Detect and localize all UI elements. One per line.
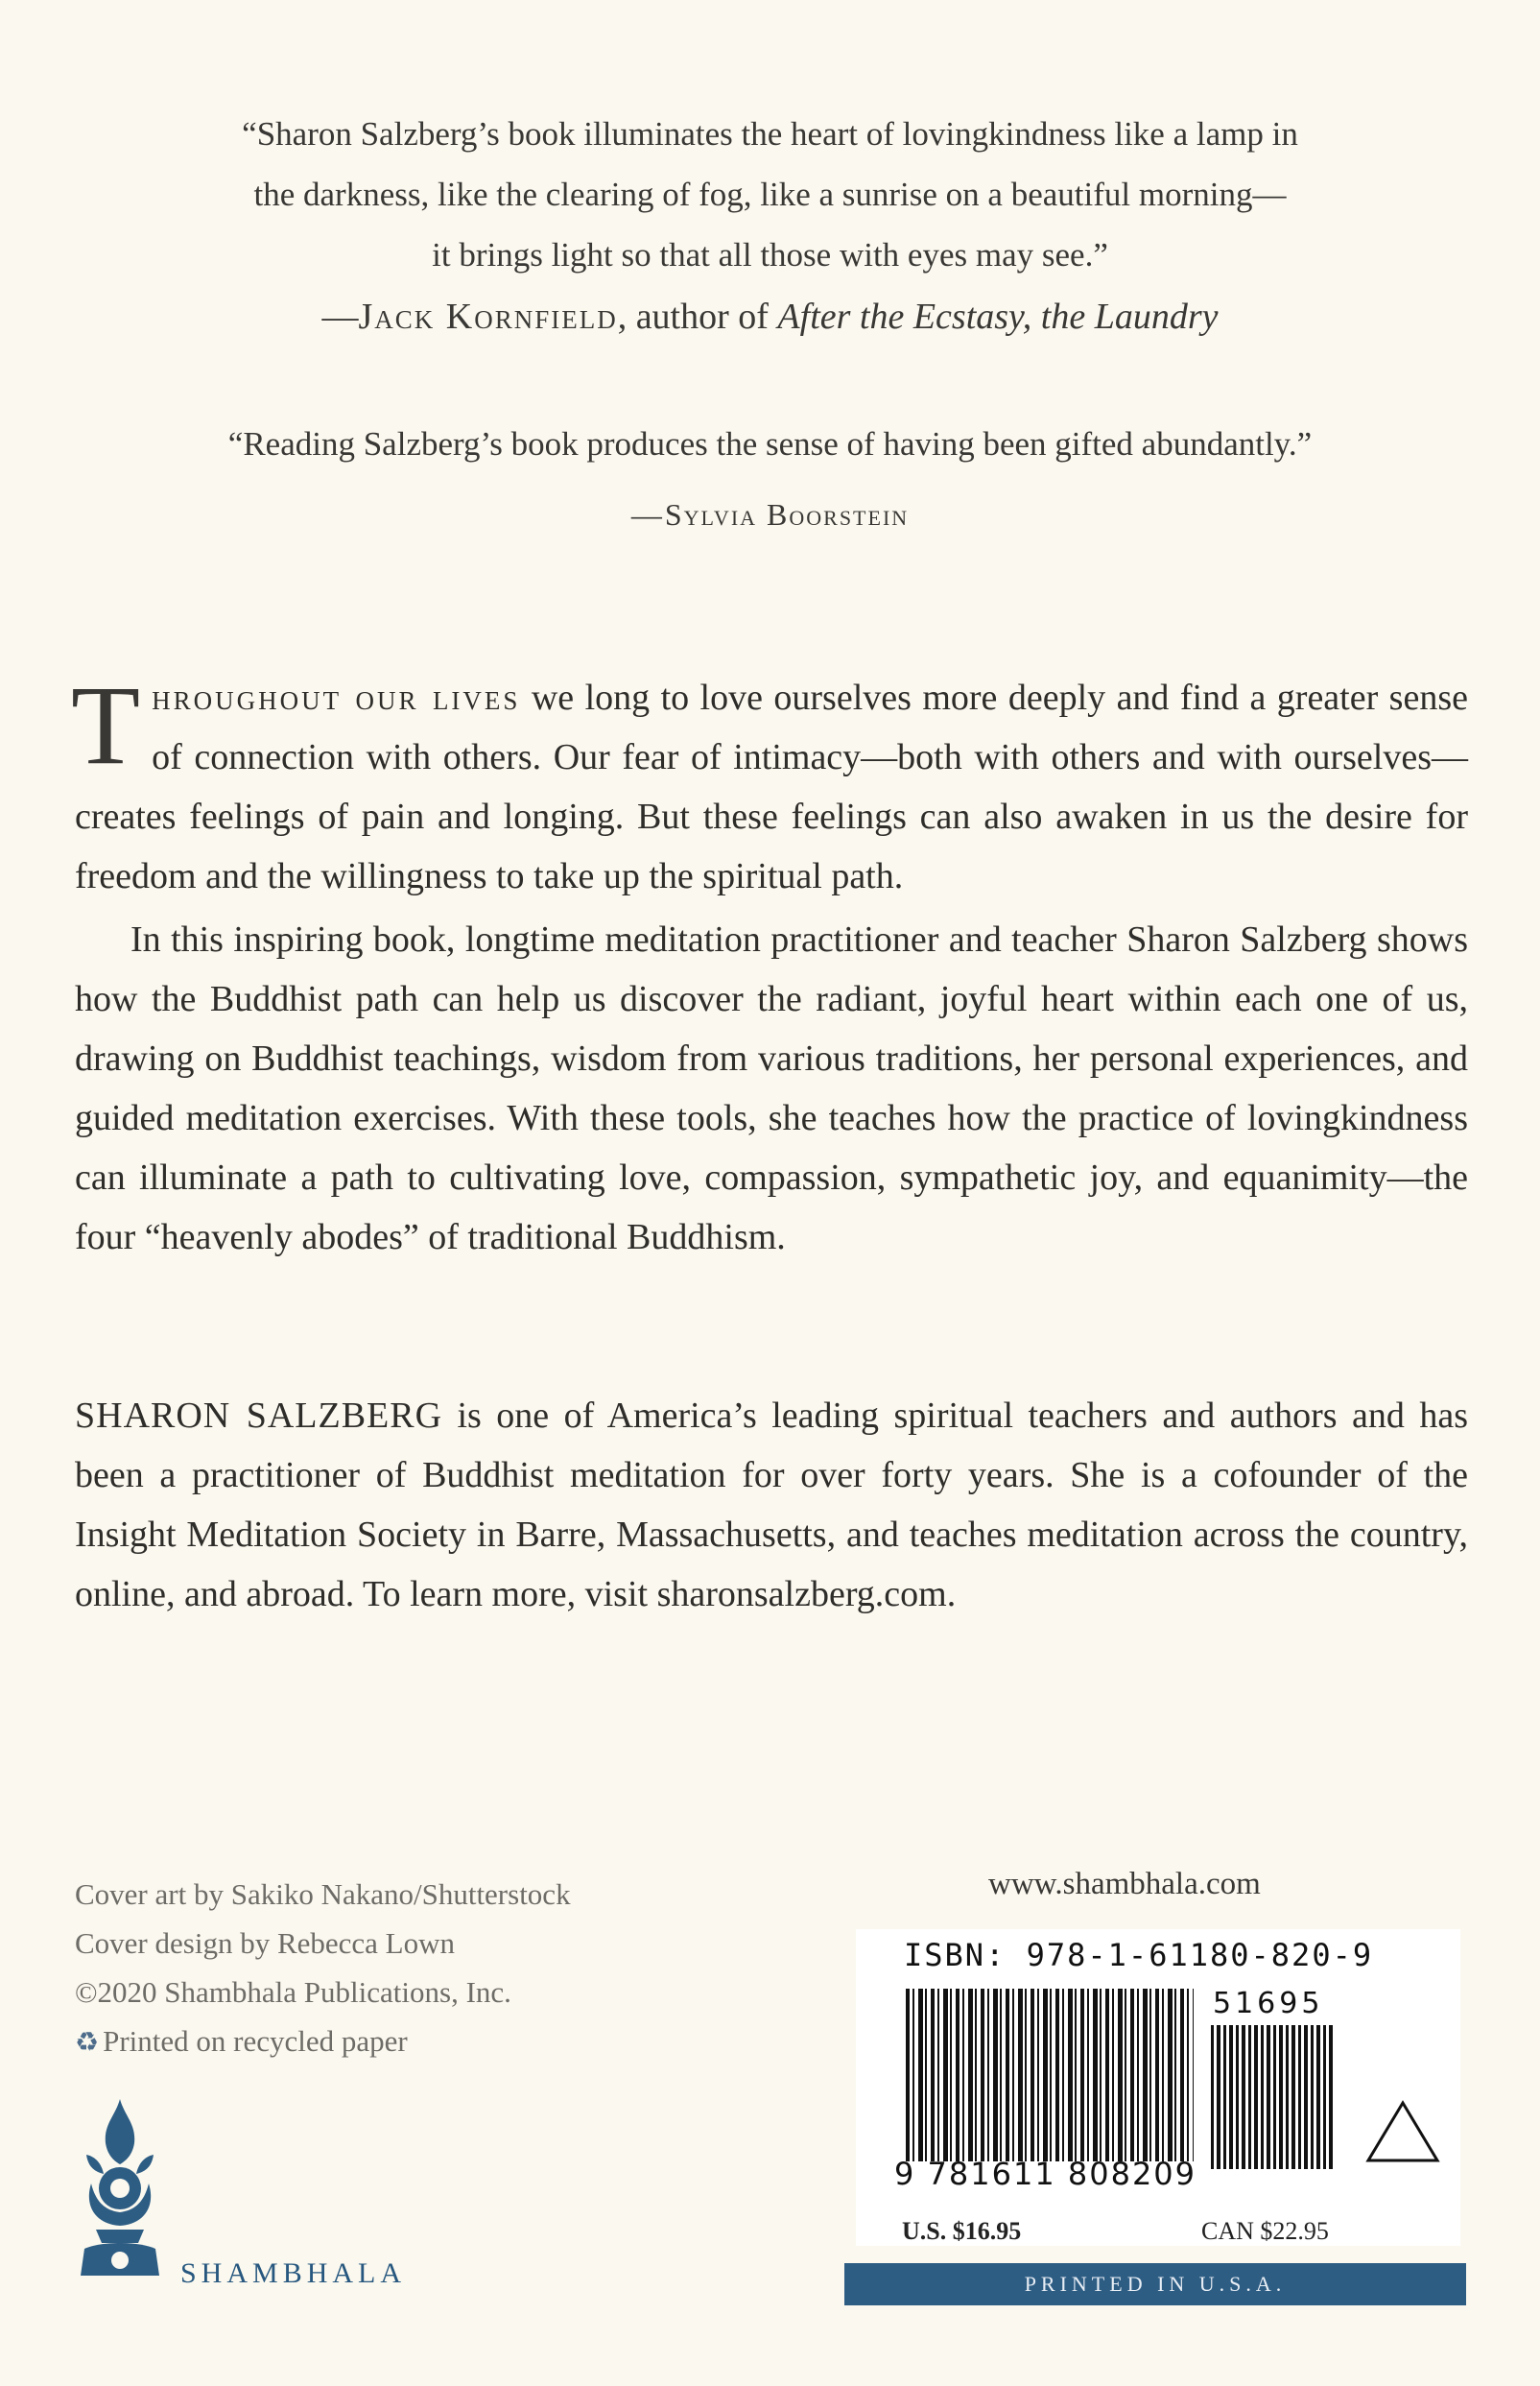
triangle-icon bbox=[1364, 2097, 1441, 2164]
publisher-website: www.shambhala.com bbox=[988, 1867, 1261, 1901]
author-name: SHARON SALZBERG bbox=[75, 1396, 443, 1436]
isbn-label: ISBN: 978-1-61180-820-9 bbox=[904, 1937, 1374, 1973]
blurb-line: the darkness, like the clearing of fog, like a sunrise on a beautiful morning— bbox=[253, 176, 1287, 213]
copyright-notice: ©2020 Shambhala Publications, Inc. bbox=[75, 1975, 511, 2009]
credits-block bbox=[75, 1870, 571, 2067]
attribution-book-title: After the Ecstasy, the Laundry bbox=[777, 297, 1219, 337]
price-us: U.S. $16.95 bbox=[902, 2217, 1022, 2245]
barcode-digits: 9 781611 808209 bbox=[894, 2156, 1197, 2192]
barcode-addon-number: 51695 bbox=[1213, 1987, 1324, 2020]
shambhala-logo-icon bbox=[67, 2097, 173, 2279]
barcode-addon-icon bbox=[1211, 2025, 1336, 2169]
author-bio: SHARON SALZBERG is one of America’s leading spiritual teachers and authors and has been a practitioner of Buddhist meditation for over forty years. She is a cofounder of the Insight Meditation Society in Barre, Massachusetts, and teaches meditation across the country, online, and abroad. To learn more, visit sharonsalzberg.com. bbox=[75, 1396, 1468, 1614]
recycled-notice: ♻ Printed on recycled paper bbox=[75, 2024, 408, 2058]
description-paragraph-1: Throughout our lives we long to love ourselves more deeply and find a greater sense of connection with others. Our fear of intimacy—both with others and with ourselves—creates feelings of pain and longing. But these feelings can also awaken in us the desire for freedom and the willingness to take up the spiritual path. bbox=[71, 662, 1468, 896]
blurb-line: it brings light so that all those with eyes may see.” bbox=[432, 236, 1108, 274]
lead-in: hroughout our lives bbox=[152, 678, 521, 718]
attribution-name: Jack Kornfield bbox=[358, 297, 618, 337]
blurb-attribution-boorstein: —Sylvia Boorstein bbox=[630, 497, 910, 532]
drop-cap: T bbox=[71, 662, 141, 788]
barcode-icon bbox=[906, 1989, 1194, 2161]
attribution-name: Sylvia Boorstein bbox=[664, 497, 910, 532]
cover-design-credit: Cover design by Rebecca Lown bbox=[75, 1926, 455, 1960]
cover-art-credit: Cover art by Sakiko Nakano/Shutterstock bbox=[75, 1877, 571, 1911]
printed-in-banner: PRINTED IN U.S.A. bbox=[844, 2263, 1466, 2305]
publisher-name: SHAMBHALA bbox=[180, 2257, 407, 2289]
barcode-panel bbox=[856, 1929, 1460, 2246]
blurb-quote-kornfield bbox=[0, 104, 1540, 285]
recycle-icon: ♻ bbox=[75, 2028, 100, 2058]
description-paragraph-2: In this inspiring book, longtime meditation practitioner and teacher Sharon Salzberg shows how the Buddhist path can help us discover the radiant, joyful heart within each one of us, drawing on Buddhist teachings, wisdom from various traditions, her personal experiences, and guided meditation exercises. With these tools, she teaches how the practice of lovingkindness can illuminate a path to cultivating love, compassion, sympathetic joy, and equanimity—the four “heavenly abodes” of traditional Buddhism. bbox=[75, 919, 1468, 1257]
price-can: CAN $22.95 bbox=[1201, 2217, 1329, 2245]
blurb-attribution-kornfield: —Jack Kornfield, author of After the Ecstasy, the Laundry bbox=[321, 297, 1219, 337]
blurb-line: “Sharon Salzberg’s book illuminates the heart of lovingkindness like a lamp in bbox=[242, 115, 1298, 153]
blurb-quote-boorstein: “Reading Salzberg’s book produces the sense of having been gifted abundantly.” bbox=[227, 425, 1313, 463]
